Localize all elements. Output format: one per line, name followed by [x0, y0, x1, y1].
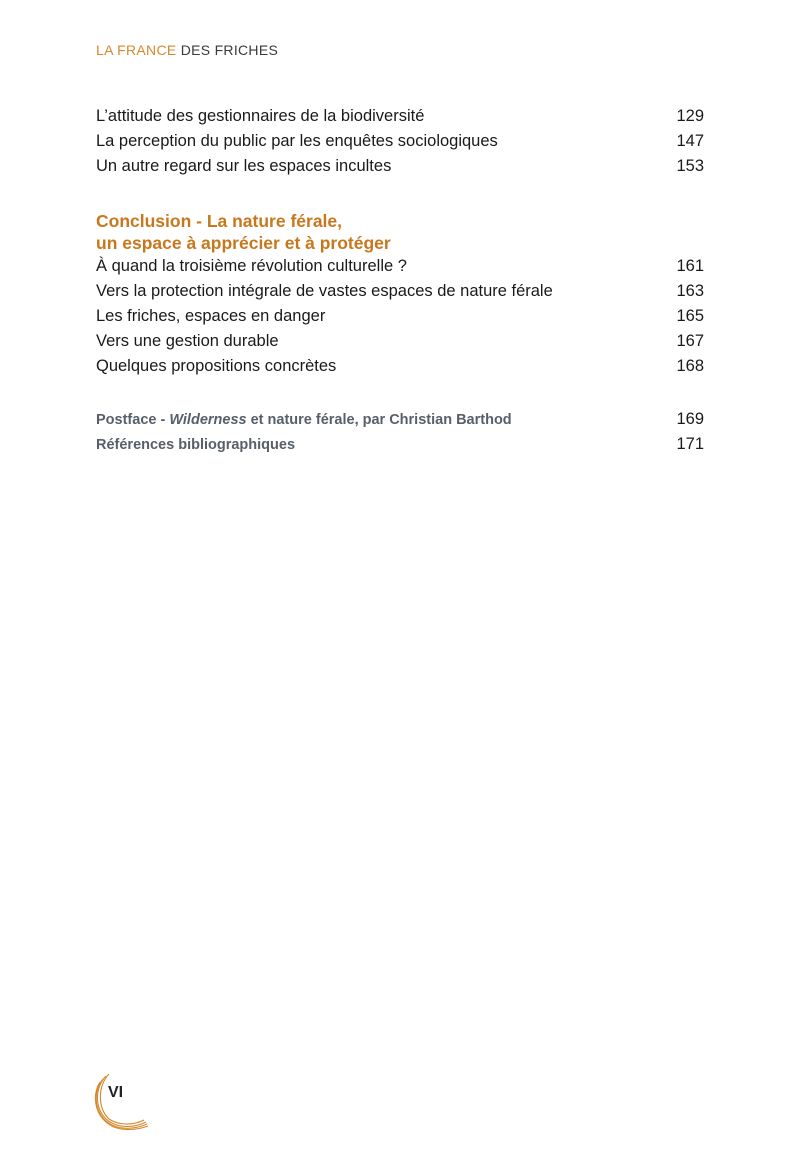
toc-entry-title: Quelques propositions concrètes	[96, 357, 337, 375]
toc-entry-title: Vers une gestion durable	[96, 332, 279, 350]
running-head	[96, 42, 278, 58]
toc-entry-page: 165	[676, 307, 704, 325]
toc-entry-title: À quand la troisième révolution culturelle ?	[96, 257, 407, 275]
toc-entry-page: 161	[676, 257, 704, 275]
toc-entry[interactable]	[96, 304, 704, 329]
postface-italic: Wilderness	[169, 412, 247, 428]
conclusion-title-line-2: un espace à apprécier et à protéger	[96, 233, 391, 253]
toc-entry-references[interactable]	[96, 432, 704, 457]
references-title: Références bibliographiques	[96, 437, 296, 453]
toc-entry[interactable]	[96, 329, 704, 354]
toc-entry-title: La perception du public par les enquêtes sociologiques	[96, 132, 498, 150]
toc-entry-page: 167	[676, 332, 704, 350]
toc-entry-title: Un autre regard sur les espaces incultes	[96, 157, 392, 175]
toc-group-1	[96, 104, 704, 179]
toc-entry-title: Vers la protection intégrale de vastes espaces de nature férale	[96, 282, 553, 300]
toc-entry-page: 147	[676, 132, 704, 150]
toc-entry[interactable]	[96, 154, 704, 179]
toc-entry-title: L’attitude des gestionnaires de la biodiversité	[96, 107, 425, 125]
toc-conclusion	[96, 210, 704, 379]
toc-entry-page: 169	[676, 410, 704, 428]
folio-ornament-icon	[92, 1072, 152, 1132]
folio-number: VI	[108, 1084, 124, 1101]
toc-entry-postface[interactable]	[96, 407, 704, 432]
toc-entry-page: 129	[676, 107, 704, 125]
running-head-rest: DES FRICHES	[176, 42, 279, 58]
toc-entry-page: 153	[676, 157, 704, 175]
conclusion-title[interactable]	[96, 210, 704, 254]
conclusion-title-line-1: Conclusion - La nature férale,	[96, 211, 343, 231]
toc-entry-page: 171	[676, 435, 704, 453]
toc-entry[interactable]	[96, 129, 704, 154]
toc-entry-page: 163	[676, 282, 704, 300]
toc-entry-page: 168	[676, 357, 704, 375]
toc-back-matter	[96, 407, 704, 457]
running-head-accent: LA FRANCE	[96, 42, 177, 58]
toc-entry-title: Les friches, espaces en danger	[96, 307, 326, 325]
toc-entry[interactable]	[96, 104, 704, 129]
postface-suffix: et nature férale, par Christian Barthod	[246, 412, 512, 428]
toc-entry[interactable]	[96, 279, 704, 304]
toc-entry[interactable]	[96, 354, 704, 379]
postface-prefix: Postface -	[96, 412, 170, 428]
toc-entry[interactable]	[96, 254, 704, 279]
postface-title	[96, 408, 512, 433]
